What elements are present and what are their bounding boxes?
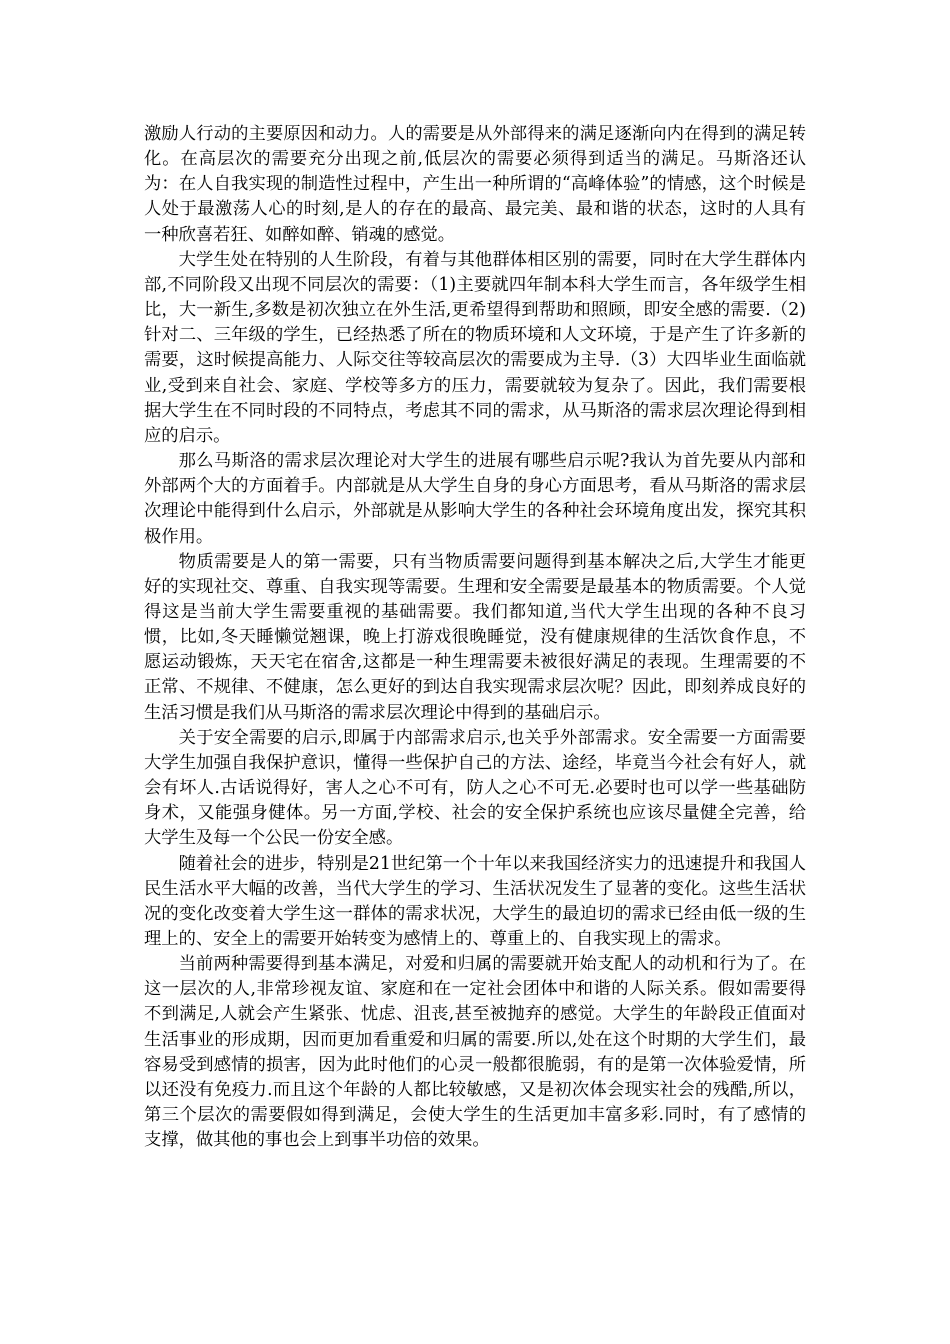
paragraph: 那么马斯洛的需求层次理论对大学生的进展有哪些启示呢?我认为首先要从内部和外部两个大的方面着手。内部就是从大学生自身的身心方面思考，看从马斯洛的需求层次理论中能得到什么启示，外部就是从影响大学生的各种社会环境角度出发，探究其积极作用。 xyxy=(144,451,806,547)
paragraph: 大学生处在特别的人生阶段，有着与其他群体相区别的需要，同时在大学生群体内部,不同阶段又出现不同层次的需要：（1)主要就四年制本科大学生而言，各年级学生相比，大一新生,多数是初次独立在外生活,更希望得到帮助和照顾，即安全感的需要.（2)针对二、三年级的学生，已经热悉了所在的物质环境和人文环境，于是产生了许多新的需要，这时候提高能力、人际交往等较高层次的需要成为主导.（3）大四毕业生面临就业,受到来自社会、家庭、学校等多方的压力，需要就较为复杂了。因此，我们需要根据大学生在不同时段的不同特点，考虑其不同的需求，从马斯洛的需求层次理论得到相应的启示。 xyxy=(144,249,806,446)
document-body xyxy=(144,122,806,1153)
paragraph: 当前两种需要得到基本满足，对爱和归属的需要就开始支配人的动机和行为了。在这一层次的人,非常珍视友谊、家庭和在一定社会团体中和谐的人际关系。假如需要得不到满足,人就会产生紧张、忧虑、沮丧,甚至被抛弃的感觉。大学生的年龄段正值面对生活事业的形成期，因而更加看重爱和归属的需要.所以,处在这个时期的大学生们，最容易受到感情的损害，因为此时他们的心灵一般都很脆弱，有的是第一次体验爱情，所以还没有免疫力.而且这个年龄的人都比较敏感，又是初次体会现实社会的残酷,所以，第三个层次的需要假如得到满足，会使大学生的生活更加丰富多彩.同时，有了感情的支撑，做其他的事也会上到事半功倍的效果。 xyxy=(144,954,806,1151)
paragraph: 随着社会的进步，特别是21世纪第一个十年以来我国经济实力的迅速提升和我国人民生活水平大幅的改善，当代大学生的学习、生活状况发生了显著的变化。这些生活状况的变化改变着大学生这一群体的需求状况，大学生的最迫切的需求已经由低一级的生理上的、安全上的需要开始转变为感情上的、尊重上的、自我实现上的需求。 xyxy=(144,853,806,949)
paragraph: 激励人行动的主要原因和动力。人的需要是从外部得来的满足逐渐向内在得到的满足转化。在高层次的需要充分出现之前,低层次的需要必须得到适当的满足。马斯洛还认为：在人自我实现的制造性过程中，产生出一种所谓的“高峰体验”的情感，这个时候是人处于最激荡人心的时刻,是人的存在的最高、最完美、最和谐的状态，这时的人具有一种欣喜若狂、如醉如醉、销魂的感觉。 xyxy=(144,124,806,245)
paragraph: 关于安全需要的启示,即属于内部需求启示,也关乎外部需求。安全需要一方面需要大学生加强自我保护意识，懂得一些保护自己的方法、途经，毕竟当今社会有好人，就会有坏人.古话说得好，害人之心不可有，防人之心不可无.必要时也可以学一些基础防身术，又能强身健体。另一方面,学校、社会的安全保护系统也应该尽量健全完善，给大学生及每一个公民一份安全感。 xyxy=(144,727,806,849)
paragraph: 物质需要是人的第一需要，只有当物质需要问题得到基本解决之后,大学生才能更好的实现社交、尊重、自我实现等需要。生理和安全需要是最基本的物质需要。个人觉得这是当前大学生需要重视的基础需要。我们都知道,当代大学生出现的各种不良习惯，比如,冬天睡懒觉翘课，晚上打游戏很晚睡觉，没有健康规律的生活饮食作息，不愿运动锻炼，天天宅在宿舍,这都是一种生理需要未被很好满足的表现。生理需要的不正常、不规律、不健康，怎么更好的到达自我实现需求层次呢？因此，即刻养成良好的生活习惯是我们从马斯洛的需求层次理论中得到的基础启示。 xyxy=(144,551,806,723)
